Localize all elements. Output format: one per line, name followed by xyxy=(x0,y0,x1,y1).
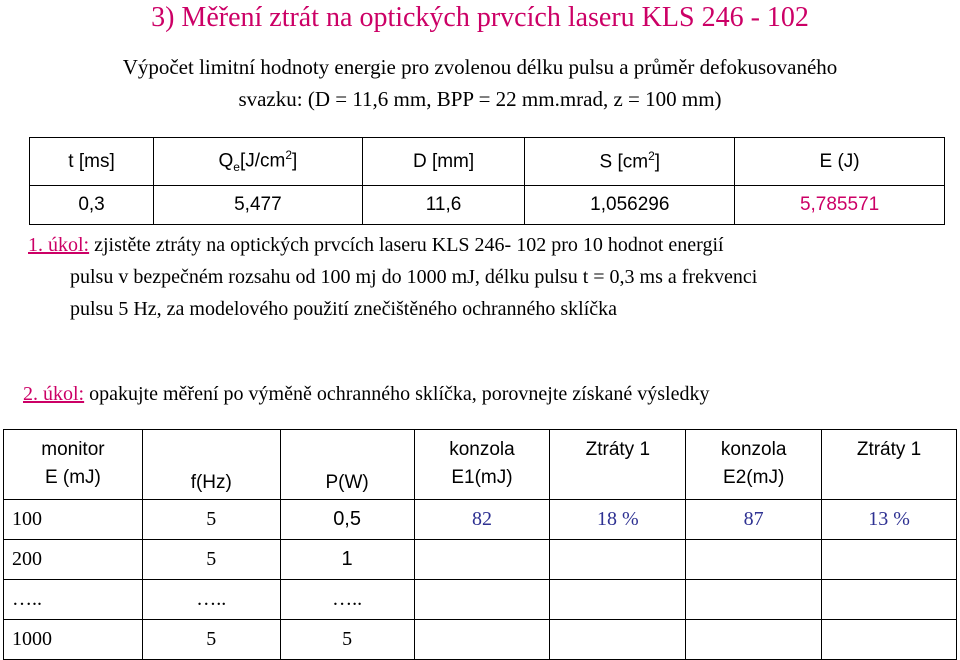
header-d xyxy=(362,138,525,186)
measurement-table xyxy=(3,429,957,660)
cell-ztraty-1: 18 % xyxy=(550,500,686,540)
header-q-main: Q xyxy=(218,150,234,172)
cell-konzola-1 xyxy=(414,620,550,660)
value-t: 0,3 xyxy=(30,186,154,225)
cell-ztraty-2 xyxy=(822,620,957,660)
cell-pw: ….. xyxy=(280,580,414,620)
task-1 xyxy=(28,229,948,325)
header-q-close: ] xyxy=(292,150,298,172)
header-ztraty-2-label: Ztráty 1 xyxy=(856,439,922,460)
table1-value-row xyxy=(30,186,945,225)
header-q-sup: 2 xyxy=(285,148,293,163)
cell-konzola-2: 87 xyxy=(686,500,822,540)
header-s-sup: 2 xyxy=(648,149,655,164)
cell-monitor: 200 xyxy=(4,540,143,580)
cell-pw: 0,5 xyxy=(280,500,414,540)
cell-konzola-2 xyxy=(686,620,822,660)
header-monitor-line-1: monitor xyxy=(41,439,105,460)
task-1-line-1: zjistěte ztráty na optických prvcích laseru KLS 246- 102 pro 10 hodnot energií xyxy=(94,234,724,256)
cell-fhz: 5 xyxy=(142,500,280,540)
header-konzola-1 xyxy=(414,430,550,500)
cell-konzola-2 xyxy=(686,540,822,580)
header-s-close: ] xyxy=(654,151,661,173)
header-t-label: t [ms] xyxy=(68,150,115,172)
header-q-rest: [J/cm xyxy=(239,150,286,172)
cell-fhz: 5 xyxy=(142,620,280,660)
cell-pw: 5 xyxy=(280,620,414,660)
cell-konzola-1: 82 xyxy=(414,500,550,540)
intro-line-2: svazku: (D = 11,6 mm, BPP = 22 mm.mrad, z = 100 mm) xyxy=(238,87,722,111)
cell-ztraty-1 xyxy=(550,580,686,620)
task-2-label: 2. úkol: xyxy=(23,383,85,405)
header-konzola-2 xyxy=(686,430,822,500)
cell-ztraty-1 xyxy=(550,540,686,580)
header-ztraty-1 xyxy=(550,430,686,500)
intro-line-1: Výpočet limitní hodnoty energie pro zvolenou délku pulsu a průměr defokusovaného xyxy=(122,55,838,79)
header-e-label: E (J) xyxy=(819,150,860,172)
header-t xyxy=(30,138,154,186)
value-e: 5,785571 xyxy=(735,186,945,225)
header-s-main: S [cm xyxy=(599,151,649,173)
value-q: 5,477 xyxy=(154,186,363,225)
header-ztraty-2 xyxy=(822,430,957,500)
task-2 xyxy=(23,383,948,406)
header-q xyxy=(154,138,363,186)
cell-konzola-2 xyxy=(686,580,822,620)
header-fhz: f(Hz) xyxy=(142,430,280,500)
table-row xyxy=(4,500,957,540)
cell-ztraty-2: 13 % xyxy=(822,500,957,540)
header-konzola-1-line-1: konzola xyxy=(449,439,515,460)
header-q-sub: e xyxy=(233,160,240,175)
header-monitor-line-2: E (mJ) xyxy=(44,467,101,488)
energy-limit-table xyxy=(29,137,945,225)
cell-monitor: ….. xyxy=(4,580,143,620)
cell-ztraty-2 xyxy=(822,580,957,620)
table-row xyxy=(4,620,957,660)
page-title: 3) Měření ztrát na optických prvcích laseru KLS 246 - 102 xyxy=(151,2,809,33)
header-s xyxy=(525,138,735,186)
header-konzola-2-line-1: konzola xyxy=(720,439,787,460)
header-pw: P(W) xyxy=(280,430,414,500)
cell-konzola-1 xyxy=(414,580,550,620)
task-2-text: opakujte měření po výměně ochranného sklíčka, porovnejte získané výsledky xyxy=(89,383,710,405)
header-monitor xyxy=(4,430,143,500)
table-row xyxy=(4,580,957,620)
header-d-label: D [mm] xyxy=(412,150,475,172)
task-1-label: 1. úkol: xyxy=(28,234,90,256)
table2-header-row xyxy=(4,430,957,500)
table-row xyxy=(4,540,957,580)
header-konzola-2-line-2: E2(mJ) xyxy=(723,467,785,488)
value-d: 11,6 xyxy=(362,186,525,225)
header-e xyxy=(735,138,945,186)
cell-konzola-1 xyxy=(414,540,550,580)
cell-monitor: 1000 xyxy=(4,620,143,660)
cell-ztraty-2 xyxy=(822,540,957,580)
task-1-line-2: pulsu v bezpečném rozsahu od 100 mj do 1000 mJ, délku pulsu t = 0,3 ms a frekvenci xyxy=(70,266,758,288)
task-1-line-3: pulsu 5 Hz, za modelového použití znečištěného ochranného sklíčka xyxy=(70,298,618,320)
header-konzola-1-line-2: E1(mJ) xyxy=(451,467,513,488)
cell-ztraty-1 xyxy=(550,620,686,660)
header-ztraty-1-label: Ztráty 1 xyxy=(585,439,651,460)
value-s: 1,056296 xyxy=(525,186,735,225)
cell-pw: 1 xyxy=(280,540,414,580)
cell-fhz: 5 xyxy=(142,540,280,580)
cell-monitor: 100 xyxy=(4,500,143,540)
table1-header-row xyxy=(30,138,945,186)
cell-fhz: ….. xyxy=(142,580,280,620)
